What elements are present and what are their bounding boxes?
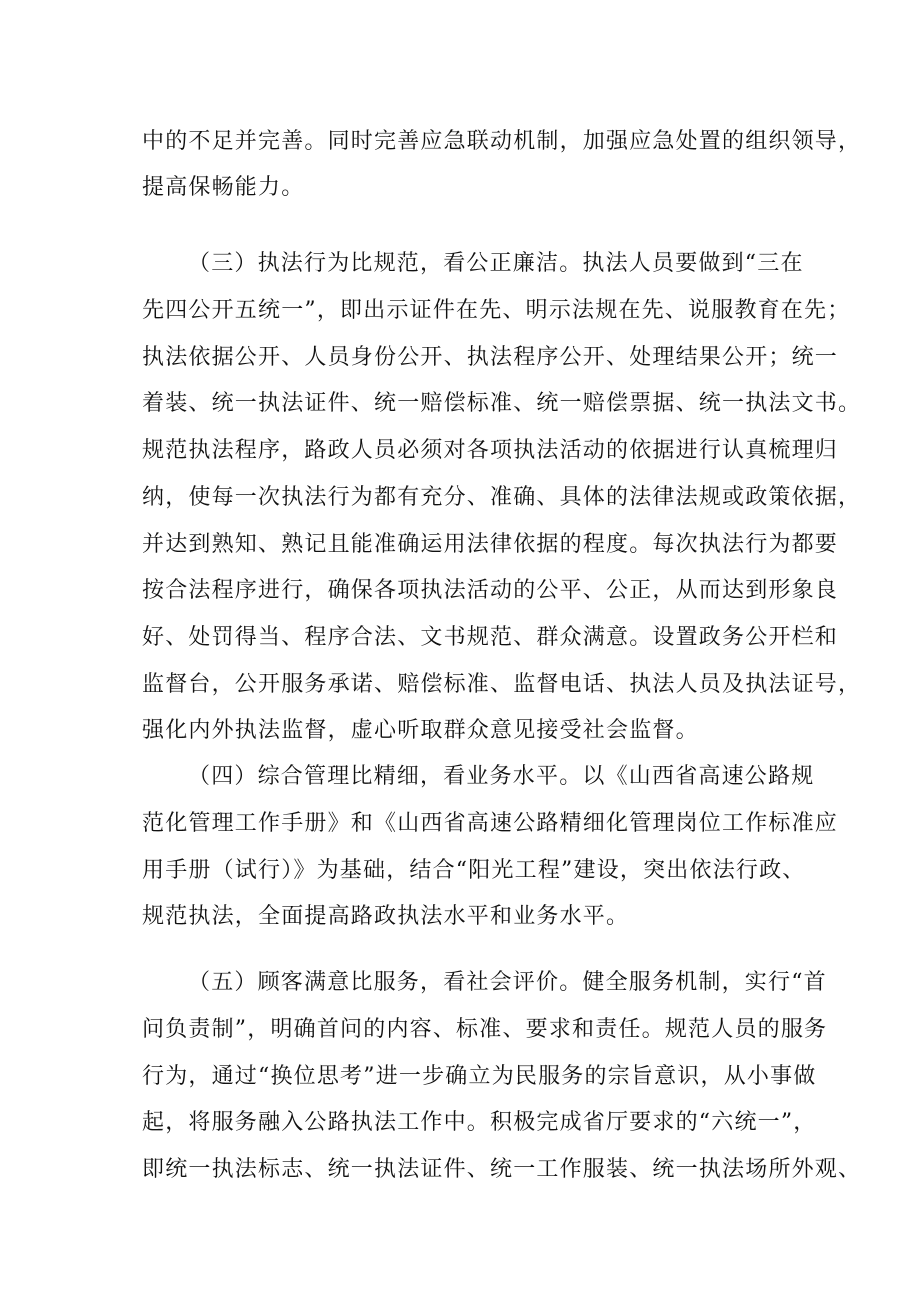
text-line: 范化管理工作手册》和《山西省高速公路精细化管理岗位工作标准应 [142, 811, 839, 836]
text-line: 提高保畅能力。 [142, 175, 305, 200]
text-line: 着装、统一执法证件、统一赔偿标准、统一赔偿票据、统一执法文书。 [142, 391, 862, 416]
text-line: 起，将服务融入公路执法工作中。积极完成省厅要求的“六统一”， [142, 1110, 817, 1135]
text-line: 用手册（试行）》为基础，结合“阳光工程”建设，突出依法行政、 [142, 858, 806, 883]
text-line: 执法依据公开、人员身份公开、执法程序公开、处理结果公开；统一 [142, 345, 839, 370]
text-line: 中的不足并完善。同时完善应急联动机制，加强应急处置的组织领导， [142, 129, 862, 154]
text-line: 行为，通过“换位思考”进一步确立为民服务的宗旨意识，从小事做 [142, 1064, 817, 1089]
text-line: 即统一执法标志、统一执法证件、统一工作服装、统一执法场所外观、 [142, 1157, 862, 1182]
text-line: 按合法程序进行，确保各项执法活动的公平、公正，从而达到形象良 [142, 578, 839, 603]
text-line: 问负责制”，明确首问的内容、标准、要求和责任。规范人员的服务 [142, 1017, 828, 1042]
paragraph-heading-line: （五）顾客满意比服务，看社会评价。健全服务机制，实行“首 [188, 970, 827, 995]
text-line: 好、处罚得当、程序合法、文书规范、群众满意。设置政务公开栏和 [142, 625, 839, 650]
text-line: 规范执法程序，路政人员必须对各项执法活动的依据进行认真梳理归 [142, 438, 839, 463]
text-line: 规范执法，全面提高路政执法水平和业务水平。 [142, 904, 630, 929]
text-line: 先四公开五统一”，即出示证件在先、明示法规在先、说服教育在先； [142, 298, 851, 323]
text-line: 并达到熟知、熟记且能准确运用法律依据的程度。每次执法行为都要 [142, 532, 839, 557]
paragraph-heading-line: （三）执法行为比规范，看公正廉洁。执法人员要做到“三在 [188, 251, 804, 276]
text-line: 监督台，公开服务承诺、赔偿标准、监督电话、执法人员及执法证号， [142, 672, 862, 697]
text-line: 纳，使每一次执法行为都有充分、准确、具体的法律法规或政策依据， [142, 485, 862, 510]
text-line: 强化内外执法监督，虚心听取群众意见接受社会监督。 [142, 718, 699, 743]
paragraph-heading-line: （四）综合管理比精细，看业务水平。以《山西省高速公路规 [188, 764, 815, 789]
